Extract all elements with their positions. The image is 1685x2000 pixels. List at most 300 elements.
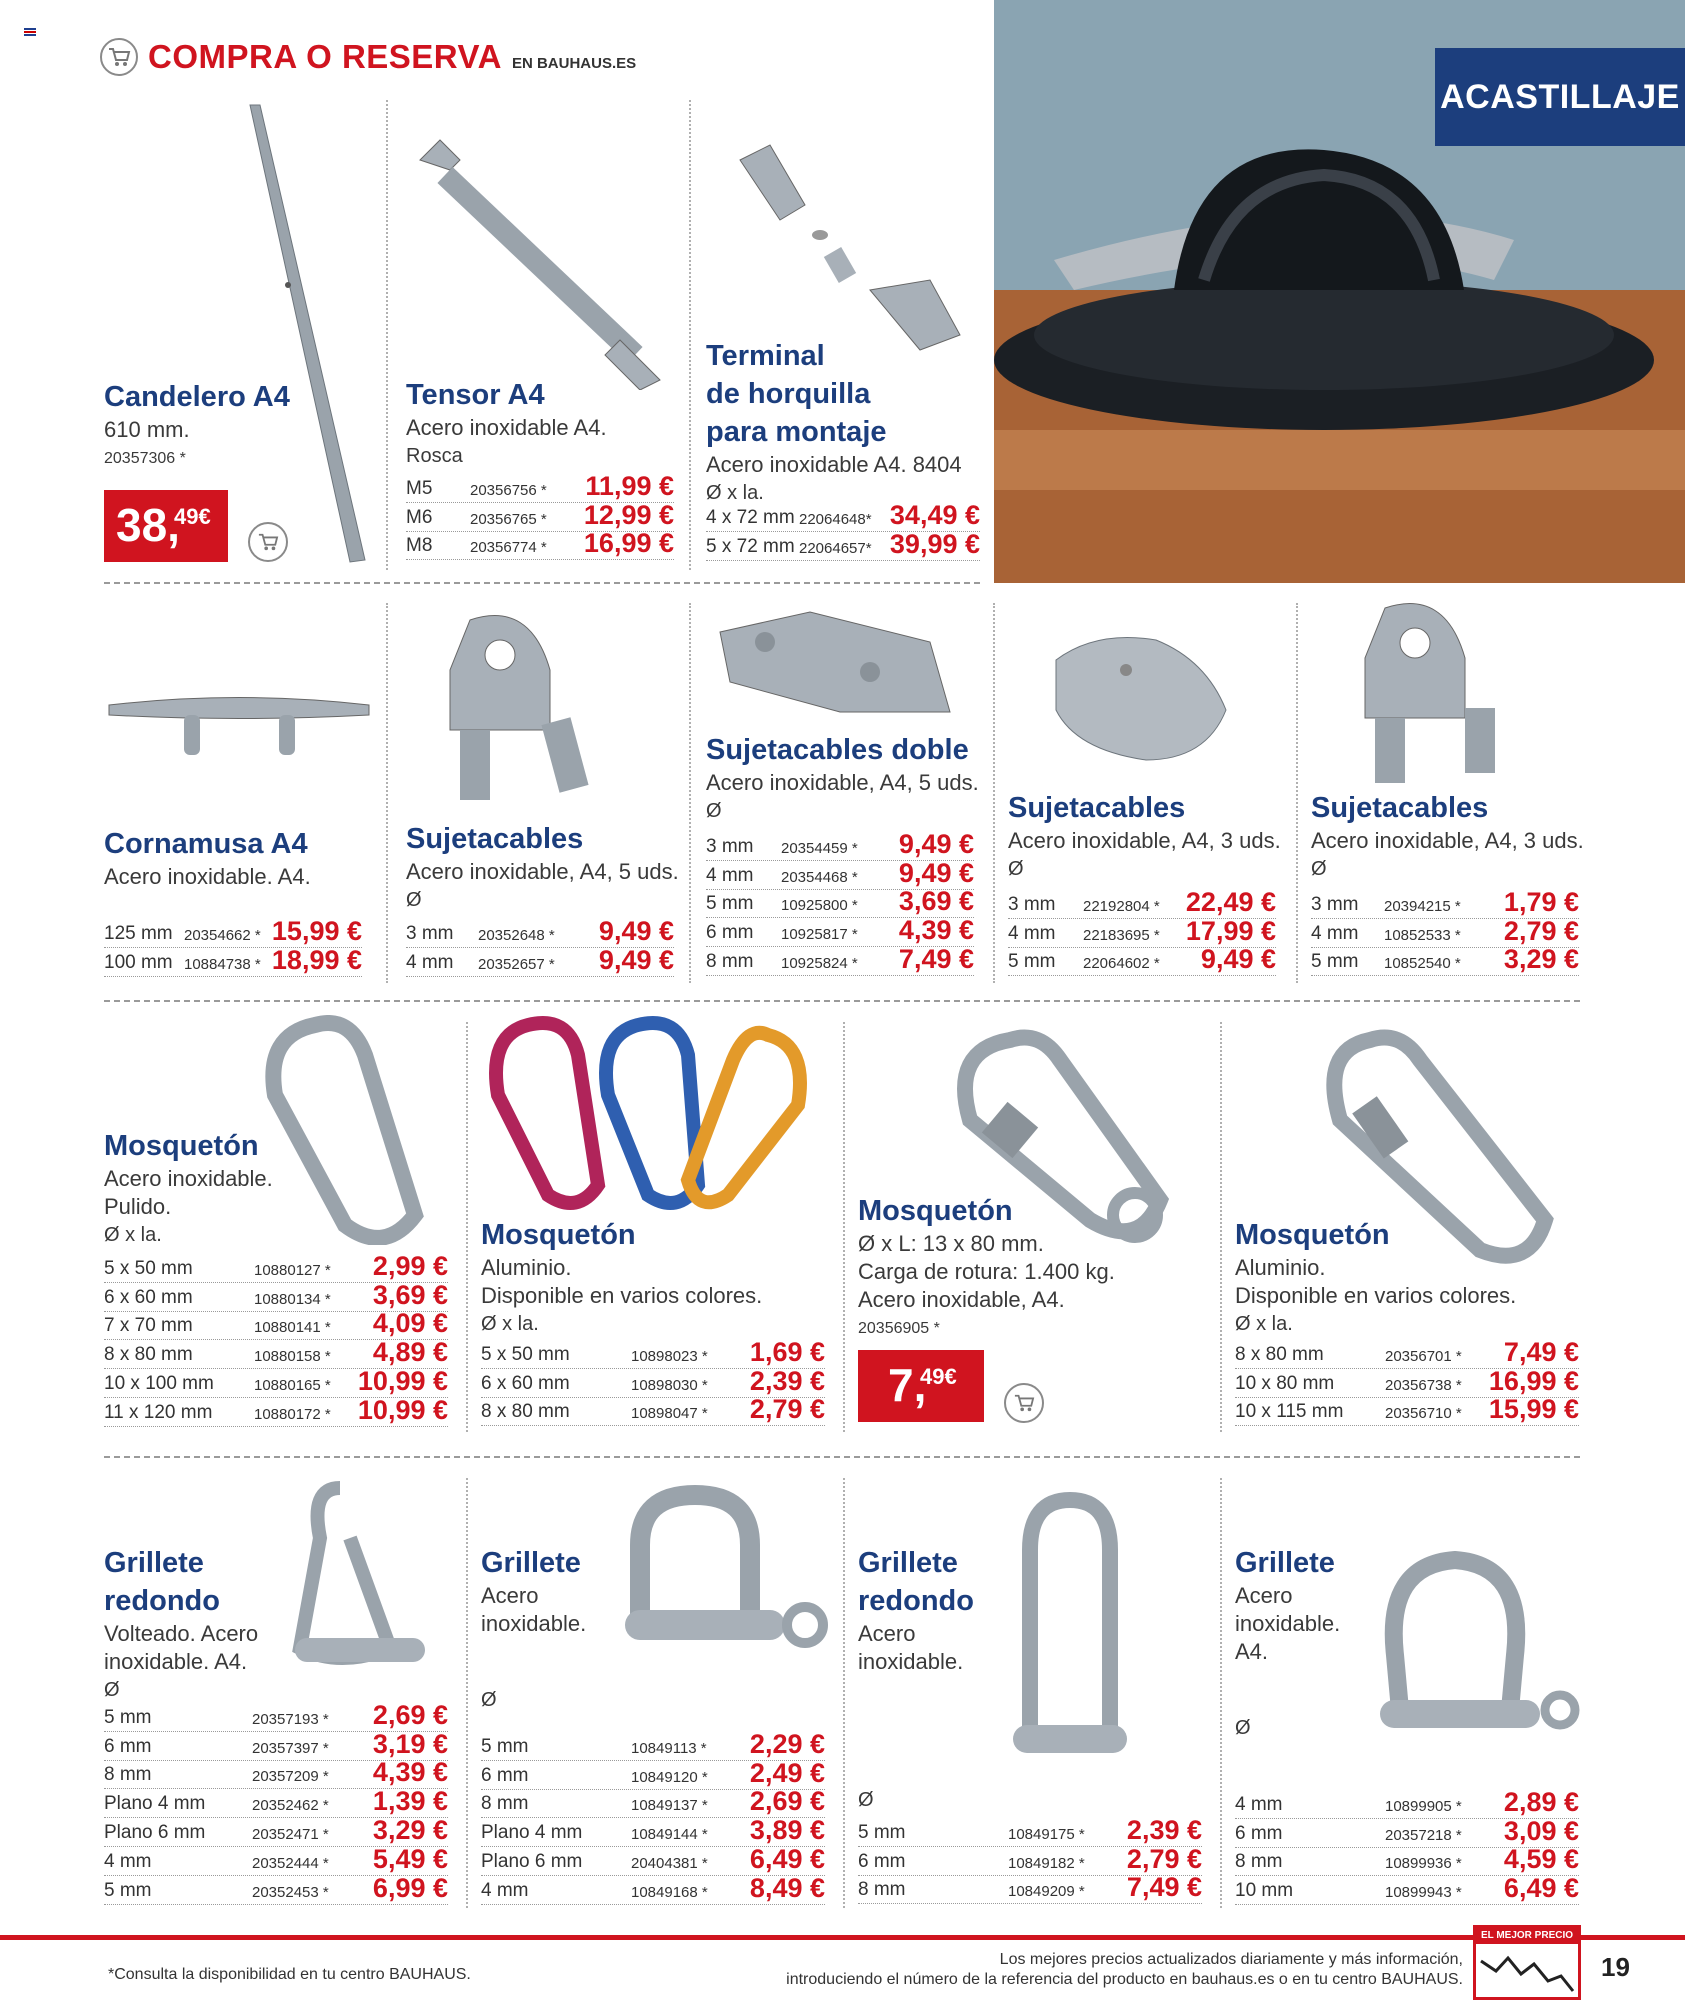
ref-cell: 10849144 *	[631, 1826, 708, 1844]
table-row	[406, 944, 674, 977]
ref-cell: 20354662 *	[184, 926, 261, 944]
price-cell: 8,49 €	[749, 1872, 825, 1903]
ref-cell: 20354459 *	[781, 839, 858, 857]
price-cell: 22,49 €	[1185, 886, 1276, 917]
price-cell: 18,99 €	[271, 944, 362, 975]
size-cell: 8 mm	[706, 950, 754, 972]
ref-cell: 20356774 *	[470, 539, 547, 557]
price-cell: 4,59 €	[1503, 1844, 1579, 1875]
page-header	[100, 38, 636, 76]
ref-cell: 10852533 *	[1384, 926, 1461, 944]
ref-cell: 10849175 *	[1008, 1825, 1085, 1843]
ref-cell: 20352444 *	[252, 1854, 329, 1872]
product-desc: inoxidable.	[481, 1611, 587, 1636]
ref-cell: 20352648 *	[478, 926, 555, 944]
ref-cell: 10898030 *	[631, 1376, 708, 1394]
price-cell: 10,99 €	[357, 1394, 448, 1425]
price-cell: 2,99 €	[372, 1250, 448, 1281]
table-row	[1235, 1815, 1579, 1848]
footer-bar	[0, 1935, 1685, 1940]
divider	[689, 100, 691, 570]
size-cell: 3 mm	[1311, 893, 1359, 915]
divider	[104, 582, 980, 584]
size-cell: 8 x 80 mm	[481, 1401, 570, 1423]
product-desc: Pulido.	[104, 1194, 172, 1219]
ref-cell: 20356756 *	[470, 481, 547, 499]
ref-cell: 10849209 *	[1008, 1883, 1085, 1901]
table-row	[104, 1699, 448, 1732]
size-cell: 8 x 80 mm	[1235, 1343, 1324, 1365]
size-label: Ø x la.	[1235, 1313, 1293, 1335]
product-ref: 20357306 *	[104, 450, 186, 467]
size-label: Ø	[858, 1789, 874, 1811]
size-cell: Plano 4 mm	[104, 1793, 206, 1815]
product-mosqueton-3	[858, 1192, 1115, 1338]
product-name: para montaje	[706, 416, 887, 448]
size-cell: 8 mm	[1235, 1851, 1283, 1873]
table-row	[406, 915, 674, 948]
size-label: Ø	[1008, 858, 1024, 880]
product-name: Grillete	[104, 1547, 204, 1579]
price-table	[481, 1728, 825, 1905]
product-desc: Acero inoxidable, A4.	[858, 1287, 1065, 1312]
cart-icon[interactable]	[100, 38, 138, 76]
product-cornamusa	[104, 825, 311, 891]
ref-cell: 20357397 *	[252, 1739, 329, 1757]
table-row	[104, 1872, 448, 1905]
size-cell: 5 x 50 mm	[104, 1257, 193, 1279]
ref-cell: 10880158 *	[254, 1348, 331, 1366]
ref-cell: 10880141 *	[254, 1319, 331, 1337]
price-cents: 49€	[920, 1364, 957, 1389]
price-cell: 3,09 €	[1503, 1815, 1579, 1846]
price-cell: 17,99 €	[1185, 915, 1276, 946]
size-label: Ø	[706, 800, 722, 822]
price-table	[706, 499, 980, 561]
product-name: Tensor A4	[406, 379, 545, 411]
ref-cell: 22064648*	[799, 510, 872, 528]
product-name: Grillete	[1235, 1547, 1335, 1579]
table-row	[481, 1365, 825, 1398]
size-cell: Plano 4 mm	[481, 1822, 583, 1844]
table-row	[1235, 1873, 1579, 1905]
product-grillete-3	[858, 1544, 974, 1814]
ref-cell: 20357193 *	[252, 1710, 329, 1728]
ref-cell: 10880172 *	[254, 1405, 331, 1423]
table-row	[858, 1872, 1202, 1905]
size-cell: 5 x 72 mm	[706, 535, 795, 557]
price-cell: 3,69 €	[898, 886, 974, 917]
price-cell: 4,89 €	[372, 1337, 448, 1368]
ref-cell: 10884738 *	[184, 955, 261, 973]
grillete-recto-image	[620, 1485, 840, 1670]
price-cell: 9,49 €	[898, 857, 974, 888]
table-row	[706, 886, 974, 919]
product-desc: Aluminio.	[1235, 1255, 1326, 1280]
price-cell: 9,49 €	[598, 915, 674, 946]
size-cell: 6 mm	[858, 1850, 906, 1872]
table-row	[1008, 944, 1276, 977]
divider	[104, 1000, 1580, 1002]
table-row	[706, 828, 974, 861]
size-cell: 5 mm	[1311, 951, 1359, 973]
divider	[104, 1456, 1580, 1458]
product-name: Sujetacables	[406, 823, 584, 855]
size-label: Ø x la.	[481, 1313, 539, 1335]
product-desc: Acero inoxidable, A4, 3 uds.	[1008, 828, 1281, 853]
product-name: Candelero A4	[104, 381, 290, 413]
trend-down-icon	[1476, 1946, 1578, 1998]
price-table	[1235, 1786, 1579, 1905]
ref-cell: 20394215 *	[1384, 897, 1461, 915]
divider	[466, 1022, 468, 1432]
price-cell: 39,99 €	[889, 528, 980, 559]
table-row	[1311, 944, 1579, 977]
ref-cell: 20357218 *	[1385, 1826, 1462, 1844]
grillete-volteado-image	[280, 1478, 430, 1683]
product-ref: 20356905 *	[858, 1320, 940, 1337]
product-tensor	[406, 376, 607, 470]
footer-line: introduciendo el número de la referencia del producto en bauhaus.es o en tu centro BAUHAUS.	[786, 1971, 1463, 1988]
size-cell: 4 mm	[481, 1879, 529, 1901]
size-label: Ø	[1311, 858, 1327, 880]
table-row	[481, 1757, 825, 1790]
price-cell: 9,49 €	[1200, 944, 1276, 975]
product-desc: Acero inoxidable, A4, 5 uds.	[406, 859, 679, 884]
sujetacables-oval-image	[1036, 620, 1236, 775]
ref-cell: 10880165 *	[254, 1376, 331, 1394]
price-cell: 2,79 €	[1503, 915, 1579, 946]
price-cell: 3,69 €	[372, 1279, 448, 1310]
divider	[843, 1478, 845, 1908]
size-cell: 125 mm	[104, 922, 173, 944]
best-price-label: EL MEJOR PRECIO	[1476, 1928, 1578, 1944]
price-cell: 10,99 €	[357, 1365, 448, 1396]
product-desc: Disponible en varios colores.	[1235, 1283, 1517, 1308]
product-name: Mosquetón	[858, 1195, 1013, 1227]
size-cell: 6 mm	[1235, 1822, 1283, 1844]
cart-icon[interactable]	[248, 522, 288, 562]
table-row	[481, 1843, 825, 1876]
price-table	[706, 828, 974, 976]
product-desc: Acero inoxidable, A4, 5 uds.	[706, 770, 979, 795]
product-mosqueton-2	[481, 1216, 762, 1338]
divider	[466, 1478, 468, 1908]
divider	[689, 603, 691, 983]
table-row	[481, 1336, 825, 1369]
price-cell: 1,79 €	[1503, 886, 1579, 917]
price-cell: 7,49 €	[898, 943, 974, 974]
sujetacables-image	[1355, 598, 1525, 793]
product-desc: Acero	[1235, 1583, 1293, 1608]
price-cents: 49€	[174, 504, 211, 529]
size-cell: 6 x 60 mm	[481, 1372, 570, 1394]
product-desc: 610 mm.	[104, 417, 190, 442]
product-name: Grillete	[481, 1547, 581, 1579]
price-cell: 9,49 €	[898, 828, 974, 859]
size-cell: 10 x 115 mm	[1235, 1401, 1344, 1423]
table-row	[104, 1308, 448, 1341]
price-cell: 11,99 €	[585, 470, 674, 501]
size-cell: 3 mm	[406, 922, 454, 944]
page-number: 19	[1601, 1952, 1630, 1982]
product-desc: Carga de rotura: 1.400 kg.	[858, 1259, 1115, 1284]
ref-cell: 22183695 *	[1083, 926, 1160, 944]
price-cell: 2,69 €	[749, 1786, 825, 1817]
product-desc: inoxidable.	[1235, 1611, 1341, 1636]
table-row	[706, 915, 974, 947]
ref-cell: 10852540 *	[1384, 955, 1461, 973]
ref-cell: 10925824 *	[781, 954, 858, 972]
product-grillete-2	[481, 1544, 586, 1714]
price-cell: 2,89 €	[1503, 1786, 1579, 1817]
hero-image	[994, 0, 1685, 583]
header-subtitle: EN BAUHAUS.ES	[511, 54, 637, 72]
ref-cell: 20354468 *	[781, 868, 858, 886]
table-row	[104, 1279, 448, 1312]
size-cell: Plano 6 mm	[104, 1821, 206, 1843]
ref-cell: 20352462 *	[252, 1797, 329, 1815]
product-desc: Acero inoxidable, A4, 3 uds.	[1311, 828, 1584, 853]
price-cell: 1,69 €	[749, 1336, 825, 1367]
product-name: Cornamusa A4	[104, 828, 308, 860]
table-row	[104, 915, 362, 948]
size-label: Rosca	[406, 445, 463, 467]
size-cell: 5 mm	[858, 1821, 906, 1843]
price-box	[104, 490, 228, 562]
price-table	[104, 915, 362, 977]
size-cell: 4 mm	[104, 1850, 152, 1872]
table-row	[1311, 915, 1579, 948]
sujetacables-image	[440, 610, 620, 815]
table-row	[481, 1728, 825, 1761]
divider	[1220, 1478, 1222, 1908]
size-cell: 8 mm	[104, 1764, 152, 1786]
product-grillete-4	[1235, 1544, 1340, 1742]
divider	[993, 603, 995, 983]
price-cell: 3,89 €	[749, 1815, 825, 1846]
price-int: 7,	[888, 1359, 927, 1411]
price-cell: 4,39 €	[898, 915, 974, 946]
ref-cell: 20356701 *	[1385, 1347, 1462, 1365]
price-table	[481, 1336, 825, 1426]
price-cell: 2,39 €	[1126, 1814, 1202, 1845]
size-cell: 4 mm	[406, 951, 454, 973]
price-cell: 15,99 €	[1488, 1394, 1579, 1425]
price-cell: 2,79 €	[749, 1394, 825, 1425]
table-row	[104, 1365, 448, 1398]
product-desc: Acero inoxidable.	[104, 1166, 273, 1191]
price-table	[406, 470, 674, 560]
price-cell: 7,49 €	[1503, 1336, 1579, 1367]
ref-cell: 20352657 *	[478, 955, 555, 973]
product-desc: Disponible en varios colores.	[481, 1283, 763, 1308]
size-cell: 3 mm	[1008, 893, 1056, 915]
price-cell: 7,49 €	[1126, 1872, 1202, 1903]
size-cell: 5 mm	[104, 1706, 152, 1728]
price-cell: 2,49 €	[749, 1757, 825, 1788]
product-desc: Acero	[481, 1583, 539, 1608]
size-cell: 5 mm	[104, 1879, 152, 1901]
ref-cell: 10880134 *	[254, 1290, 331, 1308]
flag-icon	[24, 28, 36, 36]
product-grillete-1	[104, 1544, 258, 1704]
price-cell: 2,79 €	[1126, 1843, 1202, 1874]
ref-cell: 10849120 *	[631, 1768, 708, 1786]
size-cell: 10 x 100 mm	[104, 1372, 214, 1394]
cart-icon[interactable]	[1004, 1383, 1044, 1423]
footer-info	[786, 1950, 1463, 1990]
table-row	[858, 1814, 1202, 1847]
category-badge: ACASTILLAJE	[1435, 48, 1685, 146]
ref-cell: 10899905 *	[1385, 1797, 1462, 1815]
price-cell: 2,69 €	[372, 1699, 448, 1730]
ref-cell: 20357209 *	[252, 1768, 329, 1786]
ref-cell: 20356765 *	[470, 510, 547, 528]
product-desc: inoxidable. A4.	[104, 1649, 248, 1674]
price-cell: 2,29 €	[749, 1728, 825, 1759]
price-cell: 15,99 €	[271, 915, 362, 946]
table-row	[1235, 1786, 1579, 1819]
size-cell: 4 mm	[706, 864, 754, 886]
table-row	[406, 528, 674, 561]
size-cell: 6 mm	[706, 922, 754, 944]
table-row	[104, 1843, 448, 1876]
divider	[1296, 603, 1298, 983]
ref-cell: 22064657*	[799, 539, 872, 557]
product-sujetacables-4	[1311, 789, 1584, 883]
product-sujetacables-doble	[706, 731, 979, 825]
best-price-badge	[1473, 1925, 1581, 2000]
table-row	[858, 1843, 1202, 1876]
product-desc: Aluminio.	[481, 1255, 572, 1280]
size-cell: 5 mm	[706, 893, 754, 915]
price-table	[104, 1699, 448, 1905]
product-desc: Ø x L: 13 x 80 mm.	[858, 1231, 1044, 1256]
product-sujetacables-3	[1008, 789, 1281, 883]
price-table	[1235, 1336, 1579, 1426]
grillete-lira-image	[1365, 1545, 1585, 1770]
size-cell: 4 mm	[1008, 922, 1056, 944]
size-cell: 11 x 120 mm	[104, 1401, 213, 1423]
price-cell: 4,39 €	[372, 1757, 448, 1788]
product-sujetacables	[406, 820, 679, 914]
table-row	[104, 1728, 448, 1761]
price-table	[104, 1250, 448, 1427]
product-terminal	[706, 337, 962, 507]
table-row	[406, 470, 674, 503]
table-row	[104, 944, 362, 977]
price-cell: 3,29 €	[372, 1814, 448, 1845]
product-mosqueton-1	[104, 1127, 273, 1249]
table-row	[481, 1394, 825, 1427]
ref-cell: 10849137 *	[631, 1797, 708, 1815]
cornamusa-image	[104, 690, 374, 775]
divider	[843, 1022, 845, 1432]
product-name: Sujetacables	[1008, 792, 1186, 824]
size-cell: 8 x 80 mm	[104, 1344, 193, 1366]
size-cell: 4 x 72 mm	[706, 506, 795, 528]
product-desc: Acero	[858, 1621, 916, 1646]
candelero-image	[240, 100, 380, 575]
sujetacables-doble-image	[710, 602, 960, 737]
product-name: Sujetacables doble	[706, 734, 969, 766]
size-cell: M5	[406, 477, 433, 499]
ref-cell: 10925800 *	[781, 897, 858, 915]
size-label: Ø	[481, 1689, 497, 1711]
product-name: Sujetacables	[1311, 792, 1489, 824]
ref-cell: 10849168 *	[631, 1883, 708, 1901]
size-cell: 4 mm	[1311, 922, 1359, 944]
size-cell: 10 mm	[1235, 1880, 1294, 1902]
size-label: Ø x la.	[104, 1224, 162, 1246]
header-title[interactable]: COMPRA O RESERVA	[148, 38, 502, 75]
price-cell: 12,99 €	[583, 499, 674, 530]
size-cell: 100 mm	[104, 951, 173, 973]
size-label: Ø	[406, 889, 422, 911]
price-cell: 6,49 €	[1503, 1873, 1579, 1904]
price-cell: 6,99 €	[372, 1872, 448, 1903]
price-int: 38,	[116, 499, 180, 551]
size-cell: 8 mm	[858, 1879, 906, 1901]
ref-cell: 10880127 *	[254, 1261, 331, 1279]
footer-line: Los mejores precios actualizados diariamente y más información,	[999, 1951, 1463, 1968]
size-cell: 8 mm	[481, 1793, 529, 1815]
ref-cell: 20404381 *	[631, 1854, 708, 1872]
table-row	[1235, 1336, 1579, 1369]
price-cell: 9,49 €	[598, 944, 674, 975]
price-cell: 6,49 €	[749, 1843, 825, 1874]
product-name: Mosquetón	[104, 1130, 259, 1162]
size-cell: M8	[406, 535, 433, 557]
grillete-largo-image	[1005, 1490, 1135, 1795]
size-label: Ø	[1235, 1717, 1251, 1739]
product-desc: Volteado. Acero	[104, 1621, 259, 1646]
size-cell: 6 mm	[104, 1735, 152, 1757]
product-candelero	[104, 378, 290, 468]
table-row	[104, 1250, 448, 1283]
product-name: redondo	[104, 1585, 220, 1617]
mosqueton-image	[255, 1015, 435, 1250]
ref-cell: 10849182 *	[1008, 1854, 1085, 1872]
product-desc: inoxidable.	[858, 1649, 964, 1674]
size-cell: 5 x 50 mm	[481, 1343, 570, 1365]
ref-cell: 10899943 *	[1385, 1884, 1462, 1902]
price-table	[406, 915, 674, 977]
table-row	[104, 1757, 448, 1790]
product-name: Mosquetón	[1235, 1219, 1390, 1251]
table-row	[481, 1815, 825, 1847]
size-label: Ø x la.	[706, 482, 764, 504]
divider	[386, 603, 388, 983]
price-cell: 1,39 €	[372, 1786, 448, 1817]
product-name: Terminal	[706, 340, 825, 372]
size-label: Ø	[104, 1679, 120, 1701]
ref-cell: 20352471 *	[252, 1825, 329, 1843]
price-cell: 16,99 €	[1488, 1365, 1579, 1396]
table-row	[706, 857, 974, 890]
product-name: de horquilla	[706, 378, 871, 410]
product-desc: Acero inoxidable. A4.	[104, 864, 311, 889]
table-row	[1008, 886, 1276, 919]
product-desc: Acero inoxidable A4.	[406, 415, 607, 440]
price-cell: 3,19 €	[372, 1728, 448, 1759]
mosqueton-colores-image	[488, 1015, 828, 1220]
price-cell: 4,09 €	[372, 1308, 448, 1339]
divider	[1220, 1022, 1222, 1432]
product-desc: Acero inoxidable A4. 8404	[706, 452, 962, 477]
size-cell: 10 x 80 mm	[1235, 1372, 1335, 1394]
